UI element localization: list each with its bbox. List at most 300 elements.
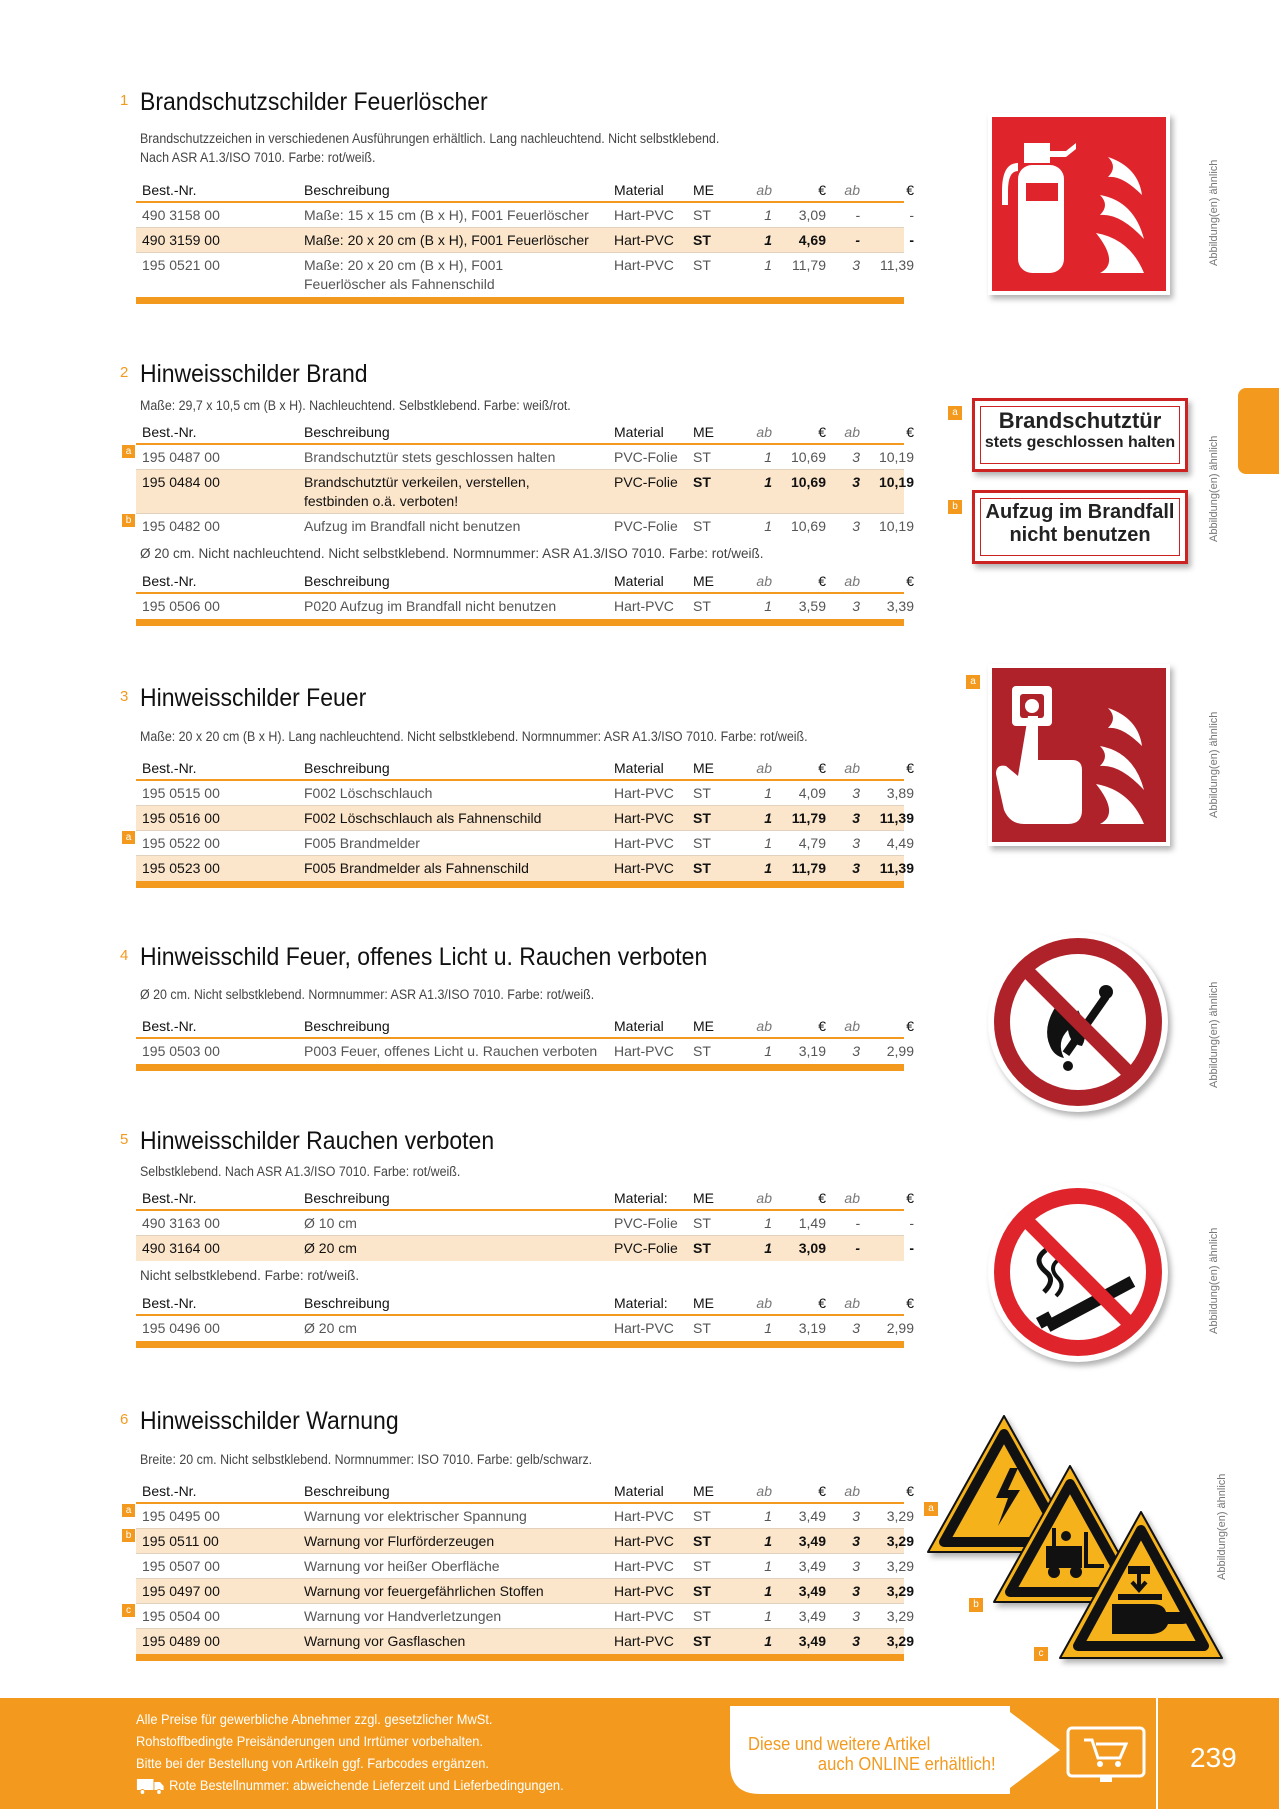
section-description: Maße: 29,7 x 10,5 cm (B x H). Nachleuchtend. Selbstklebend. Farbe: weiß/rot.	[140, 398, 571, 413]
section-title: Hinweisschilder Rauchen verboten	[140, 1127, 495, 1155]
cell-p1: 11,79	[792, 257, 826, 273]
cell-mat: Hart-PVC	[614, 1608, 674, 1624]
cell-me: ST	[693, 1508, 711, 1524]
table-header	[136, 756, 914, 781]
cell-ab1: 1	[764, 1320, 772, 1336]
header-ab2: ab	[844, 1190, 860, 1206]
header-p2: €	[906, 573, 914, 589]
section-description: Brandschutzzeichen in verschiedenen Ausführungen erhältlich. Lang nachleuchtend. Nicht selbstklebend.	[140, 131, 720, 146]
cell-me: ST	[693, 518, 711, 534]
header-mat: Material	[614, 424, 664, 440]
cell-ab2: 3	[852, 598, 860, 614]
cell-art: 195 0522 00	[142, 835, 220, 851]
cart-icon[interactable]	[1066, 1726, 1146, 1784]
header-art: Best.-Nr.	[142, 1295, 197, 1311]
cell-ab1: 1	[764, 1533, 772, 1549]
cell-mat: Hart-PVC	[614, 1043, 674, 1059]
table-end-bar	[136, 1341, 904, 1348]
cell-mat: Hart-PVC	[614, 598, 674, 614]
table-row[interactable]	[125, 514, 914, 539]
cell-ab1: 1	[764, 1215, 772, 1231]
cell-me: ST	[693, 1608, 711, 1624]
table-row[interactable]	[125, 1529, 914, 1554]
cell-ab2: -	[855, 1215, 860, 1231]
table-end-bar	[136, 1654, 904, 1661]
header-desc: Beschreibung	[304, 424, 390, 440]
cell-ab1: 1	[764, 1240, 772, 1256]
cell-art: 195 0515 00	[142, 785, 220, 801]
cell-desc: Warnung vor Gasflaschen	[304, 1633, 466, 1649]
table-header	[136, 420, 914, 445]
cell-desc: Warnung vor Handverletzungen	[304, 1608, 502, 1624]
cell-p1: 3,49	[798, 1583, 826, 1599]
table-end-bar	[136, 619, 904, 626]
header-ab2: ab	[844, 760, 860, 776]
product-table	[136, 1186, 914, 1348]
cell-ab2: -	[855, 232, 860, 248]
cell-mat: Hart-PVC	[614, 835, 674, 851]
cell-ab1: 1	[764, 207, 772, 223]
table-header	[136, 1186, 914, 1211]
header-p2: €	[906, 424, 914, 440]
cell-art: 195 0487 00	[142, 449, 220, 465]
cell-ab1: 1	[764, 598, 772, 614]
cell-p1: 4,09	[798, 785, 826, 801]
footer-line: Rohstoffbedingte Preisänderungen und Irrtümer vorbehalten.	[136, 1733, 484, 1749]
cell-p2: 3,29	[886, 1533, 914, 1549]
header-desc: Beschreibung	[304, 182, 390, 198]
cell-ab2: 3	[852, 1583, 860, 1599]
cell-desc: Aufzug im Brandfall nicht benutzen	[304, 518, 521, 534]
image-disclaimer: Abbildung(en) ähnlich	[1208, 1227, 1220, 1334]
cell-art: 195 0484 00	[142, 474, 220, 490]
header-p2: €	[906, 1018, 914, 1034]
header-ab2: ab	[844, 573, 860, 589]
cell-me: ST	[693, 1043, 711, 1059]
table-row[interactable]	[126, 1604, 914, 1629]
cell-mat: Hart-PVC	[614, 1320, 674, 1336]
cell-p2: 4,49	[886, 835, 914, 851]
sign-line1: Aufzug im Brandfall	[985, 501, 1175, 523]
cell-art: 195 0489 00	[142, 1633, 220, 1649]
sign-line2: stets geschlossen halten	[984, 434, 1176, 451]
header-me: ME	[693, 1483, 714, 1499]
image-tag: c	[1034, 1647, 1048, 1661]
header-p1: €	[818, 1190, 826, 1206]
row-tag: a	[122, 831, 135, 844]
image-disclaimer: Abbildung(en) ähnlich	[1208, 159, 1220, 266]
cell-mat: Hart-PVC	[614, 785, 674, 801]
cell-ab2: -	[855, 207, 860, 223]
cell-me: ST	[693, 1240, 711, 1256]
cell-p1: 11,79	[791, 860, 826, 876]
cell-desc: Brandschutztür verkeilen, verstellen, festbinden o.ä. verboten!	[304, 474, 530, 509]
cell-desc: F002 Löschschlauch als Fahnenschild	[304, 810, 542, 826]
header-me: ME	[693, 1295, 714, 1311]
cell-ab1: 1	[764, 835, 772, 851]
header-me: ME	[693, 424, 714, 440]
cell-ab1: 1	[764, 810, 772, 826]
header-desc: Beschreibung	[304, 1190, 390, 1206]
cell-mat: PVC-Folie	[614, 449, 678, 465]
cell-art: 195 0516 00	[142, 810, 220, 826]
cell-mat: Hart-PVC	[614, 1508, 674, 1524]
truck-icon	[136, 1777, 165, 1795]
cell-p1: 11,79	[791, 810, 826, 826]
cell-me: ST	[693, 207, 711, 223]
cell-ab1: 1	[764, 1608, 772, 1624]
cell-ab2: 3	[852, 785, 860, 801]
cell-ab2: 3	[852, 1043, 860, 1059]
cell-mat: Hart-PVC	[614, 1583, 674, 1599]
cell-desc: P003 Feuer, offenes Licht u. Rauchen verboten	[304, 1043, 598, 1059]
cell-p1: 3,19	[798, 1320, 826, 1336]
cell-desc: F005 Brandmelder als Fahnenschild	[304, 860, 529, 876]
cell-p2: 3,29	[886, 1508, 914, 1524]
cell-me: ST	[693, 1320, 711, 1336]
header-ab1: ab	[756, 1483, 772, 1499]
header-p2: €	[906, 1483, 914, 1499]
sub-description: Nicht selbstklebend. Farbe: rot/weiß.	[140, 1268, 360, 1283]
cell-art: 490 3158 00	[142, 207, 220, 223]
header-ab1: ab	[756, 1295, 772, 1311]
image-disclaimer: Abbildung(en) ähnlich	[1216, 1473, 1228, 1580]
sign-brandschutztuer	[972, 398, 1188, 472]
header-me: ME	[693, 1190, 714, 1206]
cell-ab2: 3	[852, 860, 860, 876]
cell-p1: 3,09	[798, 1240, 826, 1256]
cell-p2: 3,29	[886, 1633, 914, 1649]
cell-desc: F002 Löschschlauch	[304, 785, 433, 801]
cell-p2: -	[909, 232, 914, 248]
cell-p1: 3,19	[798, 1043, 826, 1059]
cell-ab1: 1	[764, 1633, 772, 1649]
header-mat: Material:	[614, 1295, 668, 1311]
cell-desc: Brandschutztür stets geschlossen halten	[304, 449, 556, 465]
header-p2: €	[906, 1190, 914, 1206]
cell-p2: 11,39	[879, 860, 914, 876]
header-art: Best.-Nr.	[142, 424, 197, 440]
cell-mat: Hart-PVC	[614, 810, 674, 826]
table-header	[136, 1014, 914, 1039]
footer-line-red-order	[136, 1774, 564, 1796]
section-number: 1	[120, 92, 129, 109]
cell-mat: PVC-Folie	[614, 518, 678, 534]
cell-me: ST	[693, 1583, 711, 1599]
table-header	[136, 178, 914, 203]
cell-ab1: 1	[764, 1558, 772, 1574]
cell-desc: Ø 20 cm	[304, 1240, 357, 1256]
cell-p2: -	[909, 207, 914, 223]
cell-p2: 3,29	[886, 1558, 914, 1574]
header-p2: €	[906, 760, 914, 776]
section-number: 5	[120, 1131, 129, 1148]
cell-ab1: 1	[764, 232, 772, 248]
cell-me: ST	[693, 860, 711, 876]
header-p1: €	[818, 182, 826, 198]
table-row[interactable]	[136, 1236, 914, 1261]
section-title: Hinweisschild Feuer, offenes Licht u. Rauchen verboten	[140, 943, 708, 971]
page-number: 239	[1190, 1742, 1237, 1773]
cell-ab1: 1	[764, 257, 772, 273]
section-number: 6	[120, 1411, 129, 1428]
section-description: Nach ASR A1.3/ISO 7010. Farbe: rot/weiß.	[140, 150, 376, 165]
cell-art: 195 0504 00	[142, 1608, 220, 1624]
header-art: Best.-Nr.	[142, 760, 197, 776]
header-art: Best.-Nr.	[142, 1483, 197, 1499]
cell-p2: 10,19	[878, 474, 914, 490]
section-description: Maße: 20 x 20 cm (B x H). Lang nachleuchtend. Nicht selbstklebend. Normnummer: ASR A1.3/ISO 7010. Farbe: rot/weiß.	[140, 729, 808, 744]
cell-me: ST	[693, 1633, 711, 1649]
cell-p1: 10,69	[790, 449, 826, 465]
table-row[interactable]	[136, 1316, 914, 1341]
cell-p2: 2,99	[886, 1320, 914, 1336]
cell-me: ST	[693, 257, 711, 273]
cell-mat: Hart-PVC	[614, 207, 674, 223]
cell-mat: Hart-PVC	[614, 1533, 674, 1549]
no-smoking-sign	[986, 1180, 1174, 1368]
cell-mat: PVC-Folie	[614, 474, 678, 490]
header-ab2: ab	[844, 424, 860, 440]
image-disclaimer: Abbildung(en) ähnlich	[1208, 981, 1220, 1088]
cell-ab2: 3	[852, 1320, 860, 1336]
header-art: Best.-Nr.	[142, 573, 197, 589]
table-end-bar	[136, 1064, 904, 1071]
table-row[interactable]	[136, 781, 914, 806]
cell-ab1: 1	[764, 474, 772, 490]
table-row[interactable]	[125, 445, 914, 470]
cell-p1: 3,59	[798, 598, 826, 614]
no-open-flame-sign	[986, 930, 1174, 1118]
header-me: ME	[693, 182, 714, 198]
header-ab1: ab	[756, 424, 772, 440]
header-art: Best.-Nr.	[142, 182, 197, 198]
image-tag: a	[924, 1502, 938, 1516]
fire-extinguisher-sign	[988, 113, 1172, 297]
cell-desc: Warnung vor heißer Oberfläche	[304, 1558, 500, 1574]
header-ab1: ab	[756, 760, 772, 776]
section-number: 3	[120, 688, 129, 705]
row-tag: a	[122, 1504, 135, 1517]
cell-art: 490 3163 00	[142, 1215, 220, 1231]
image-disclaimer: Abbildung(en) ähnlich	[1208, 435, 1220, 542]
section-description: Selbstklebend. Nach ASR A1.3/ISO 7010. Farbe: rot/weiß.	[140, 1164, 461, 1179]
cell-desc: Maße: 20 x 20 cm (B x H), F001 Feuerlöscher	[304, 232, 589, 248]
cell-desc: Warnung vor feuergefährlichen Stoffen	[304, 1583, 544, 1599]
cell-art: 195 0521 00	[142, 257, 220, 273]
cell-mat: PVC-Folie	[614, 1240, 678, 1256]
header-ab2: ab	[844, 1483, 860, 1499]
cell-desc: Maße: 20 x 20 cm (B x H), F001 Feuerlöscher als Fahnenschild	[304, 257, 504, 292]
cell-art: 195 0503 00	[142, 1043, 220, 1059]
cell-art: 195 0497 00	[142, 1583, 220, 1599]
header-ab1: ab	[756, 1018, 772, 1034]
header-p1: €	[818, 760, 826, 776]
cell-me: ST	[693, 474, 711, 490]
cell-ab1: 1	[764, 1583, 772, 1599]
table-header	[136, 569, 914, 594]
cell-p1: 3,49	[798, 1633, 826, 1649]
section-description: Ø 20 cm. Nicht selbstklebend. Normnummer: ASR A1.3/ISO 7010. Farbe: rot/weiß.	[140, 987, 595, 1002]
table-row[interactable]	[136, 594, 914, 619]
section-title: Hinweisschilder Warnung	[140, 1407, 399, 1435]
cell-mat: PVC-Folie	[614, 1215, 678, 1231]
cell-p2: 2,99	[886, 1043, 914, 1059]
cell-desc: Maße: 15 x 15 cm (B x H), F001 Feuerlöscher	[304, 207, 589, 223]
cell-ab2: 3	[852, 810, 860, 826]
table-end-bar	[136, 881, 904, 888]
product-table	[125, 420, 914, 626]
cell-me: ST	[693, 232, 711, 248]
table-row[interactable]	[136, 1629, 914, 1654]
page-footer	[0, 1698, 1279, 1809]
header-mat: Material	[614, 573, 664, 589]
cell-ab2: 3	[852, 1533, 860, 1549]
image-disclaimer: Abbildung(en) ähnlich	[1208, 711, 1220, 818]
cell-ab2: 3	[852, 474, 860, 490]
cell-mat: Hart-PVC	[614, 860, 674, 876]
cell-art: 490 3164 00	[142, 1240, 220, 1256]
table-header	[136, 1479, 914, 1504]
row-tag: a	[122, 445, 135, 458]
cell-desc: Warnung vor Flurförderzeugen	[304, 1533, 495, 1549]
header-mat: Material	[614, 182, 664, 198]
cell-ab2: 3	[852, 257, 860, 273]
footer-line: Alle Preise für gewerbliche Abnehmer zzgl. gesetzlicher MwSt.	[136, 1711, 493, 1727]
header-desc: Beschreibung	[304, 1018, 390, 1034]
section-title: Hinweisschilder Brand	[140, 360, 368, 388]
header-p1: €	[818, 424, 826, 440]
header-desc: Beschreibung	[304, 760, 390, 776]
table-end-bar	[136, 297, 904, 304]
cell-p1: 4,69	[798, 232, 826, 248]
cell-mat: Hart-PVC	[614, 1558, 674, 1574]
cell-p1: 10,69	[790, 518, 826, 534]
cell-art: 195 0511 00	[142, 1533, 219, 1549]
cell-p1: 3,49	[798, 1558, 826, 1574]
cell-art: 195 0506 00	[142, 598, 220, 614]
table-header	[136, 1291, 914, 1316]
table-row[interactable]	[125, 831, 914, 856]
cell-me: ST	[693, 449, 711, 465]
cell-p1: 4,79	[798, 835, 826, 851]
product-table	[125, 756, 914, 888]
cell-p2: 11,39	[880, 257, 914, 273]
cell-ab1: 1	[764, 860, 772, 876]
cell-ab1: 1	[764, 1508, 772, 1524]
cell-me: ST	[693, 1215, 711, 1231]
cell-p2: 3,39	[886, 598, 914, 614]
header-me: ME	[693, 573, 714, 589]
cell-p2: 11,39	[879, 810, 914, 826]
online-line2: auch ONLINE erhältlich!	[817, 1754, 996, 1774]
cell-art: 195 0495 00	[142, 1508, 220, 1524]
section-description: Breite: 20 cm. Nicht selbstklebend. Normnummer: ISO 7010. Farbe: gelb/schwarz.	[140, 1452, 593, 1467]
header-me: ME	[693, 760, 714, 776]
sign-line1: Brandschutztür	[998, 408, 1162, 433]
section-title: Brandschutzschilder Feuerlöscher	[140, 88, 488, 116]
table-row[interactable]	[136, 1039, 914, 1064]
cell-desc: F005 Brandmelder	[304, 835, 420, 851]
table-row[interactable]	[136, 470, 914, 514]
table-row[interactable]	[125, 1504, 914, 1529]
cell-ab2: 3	[852, 1633, 860, 1649]
cell-me: ST	[693, 785, 711, 801]
section-number: 4	[120, 947, 129, 964]
table-row[interactable]	[136, 1554, 914, 1579]
header-ab2: ab	[844, 1295, 860, 1311]
image-tag: a	[966, 675, 980, 689]
table-row[interactable]	[136, 806, 914, 831]
fire-alarm-sign	[988, 664, 1172, 848]
cell-desc: Warnung vor elektrischer Spannung	[304, 1508, 527, 1524]
header-p2: €	[906, 1295, 914, 1311]
cell-p1: 3,09	[798, 207, 826, 223]
image-tag: b	[969, 1598, 983, 1612]
header-ab2: ab	[844, 1018, 860, 1034]
cell-desc: P020 Aufzug im Brandfall nicht benutzen	[304, 598, 557, 614]
cell-me: ST	[693, 810, 711, 826]
product-table	[136, 1014, 914, 1071]
header-p1: €	[818, 1295, 826, 1311]
cell-p2: 10,19	[878, 518, 914, 534]
cell-p2: -	[909, 1240, 914, 1256]
online-shop-text[interactable]	[748, 1734, 1017, 1774]
table-row[interactable]	[136, 203, 914, 228]
cell-desc: Ø 20 cm	[304, 1320, 357, 1336]
product-table	[125, 1479, 914, 1661]
cell-p2: 3,29	[886, 1583, 914, 1599]
header-ab1: ab	[756, 1190, 772, 1206]
header-p1: €	[818, 573, 826, 589]
cell-me: ST	[693, 598, 711, 614]
online-line1: Diese und weitere Artikel	[748, 1734, 931, 1754]
cell-ab1: 1	[764, 785, 772, 801]
cell-me: ST	[693, 835, 711, 851]
header-p1: €	[818, 1483, 826, 1499]
cell-p1: 3,49	[798, 1508, 826, 1524]
cell-ab1: 1	[764, 1043, 772, 1059]
cell-art: 195 0523 00	[142, 860, 220, 876]
row-tag: c	[122, 1604, 135, 1617]
cell-p1: 3,49	[798, 1608, 826, 1624]
table-row[interactable]	[136, 228, 914, 253]
cell-p1: 1,49	[798, 1215, 826, 1231]
cell-p1: 3,49	[798, 1533, 826, 1549]
product-table	[136, 178, 914, 304]
footer-line: Bitte bei der Bestellung von Artikeln ggf. Farbcodes ergänzen.	[136, 1755, 489, 1771]
table-row[interactable]	[136, 1211, 914, 1236]
table-row[interactable]	[136, 253, 914, 297]
cell-art: 490 3159 00	[142, 232, 220, 248]
cell-me: ST	[693, 1558, 711, 1574]
table-row[interactable]	[136, 1579, 914, 1604]
cell-me: ST	[693, 1533, 711, 1549]
cell-ab1: 1	[764, 518, 772, 534]
cell-ab2: -	[855, 1240, 860, 1256]
header-mat: Material	[614, 1483, 664, 1499]
chapter-tab[interactable]	[1238, 388, 1279, 474]
cell-art: 195 0482 00	[142, 518, 220, 534]
cell-p1: 10,69	[790, 474, 826, 490]
cell-art: 195 0507 00	[142, 1558, 220, 1574]
sign-line2: nicht benutzen	[1009, 524, 1151, 546]
header-me: ME	[693, 1018, 714, 1034]
sub-description: Ø 20 cm. Nicht nachleuchtend. Nicht selbstklebend. Normnummer: ASR A1.3/ISO 7010. Farbe: rot/weiß.	[140, 546, 764, 561]
table-row[interactable]	[136, 856, 914, 881]
cell-mat: Hart-PVC	[614, 257, 674, 273]
header-ab1: ab	[756, 573, 772, 589]
